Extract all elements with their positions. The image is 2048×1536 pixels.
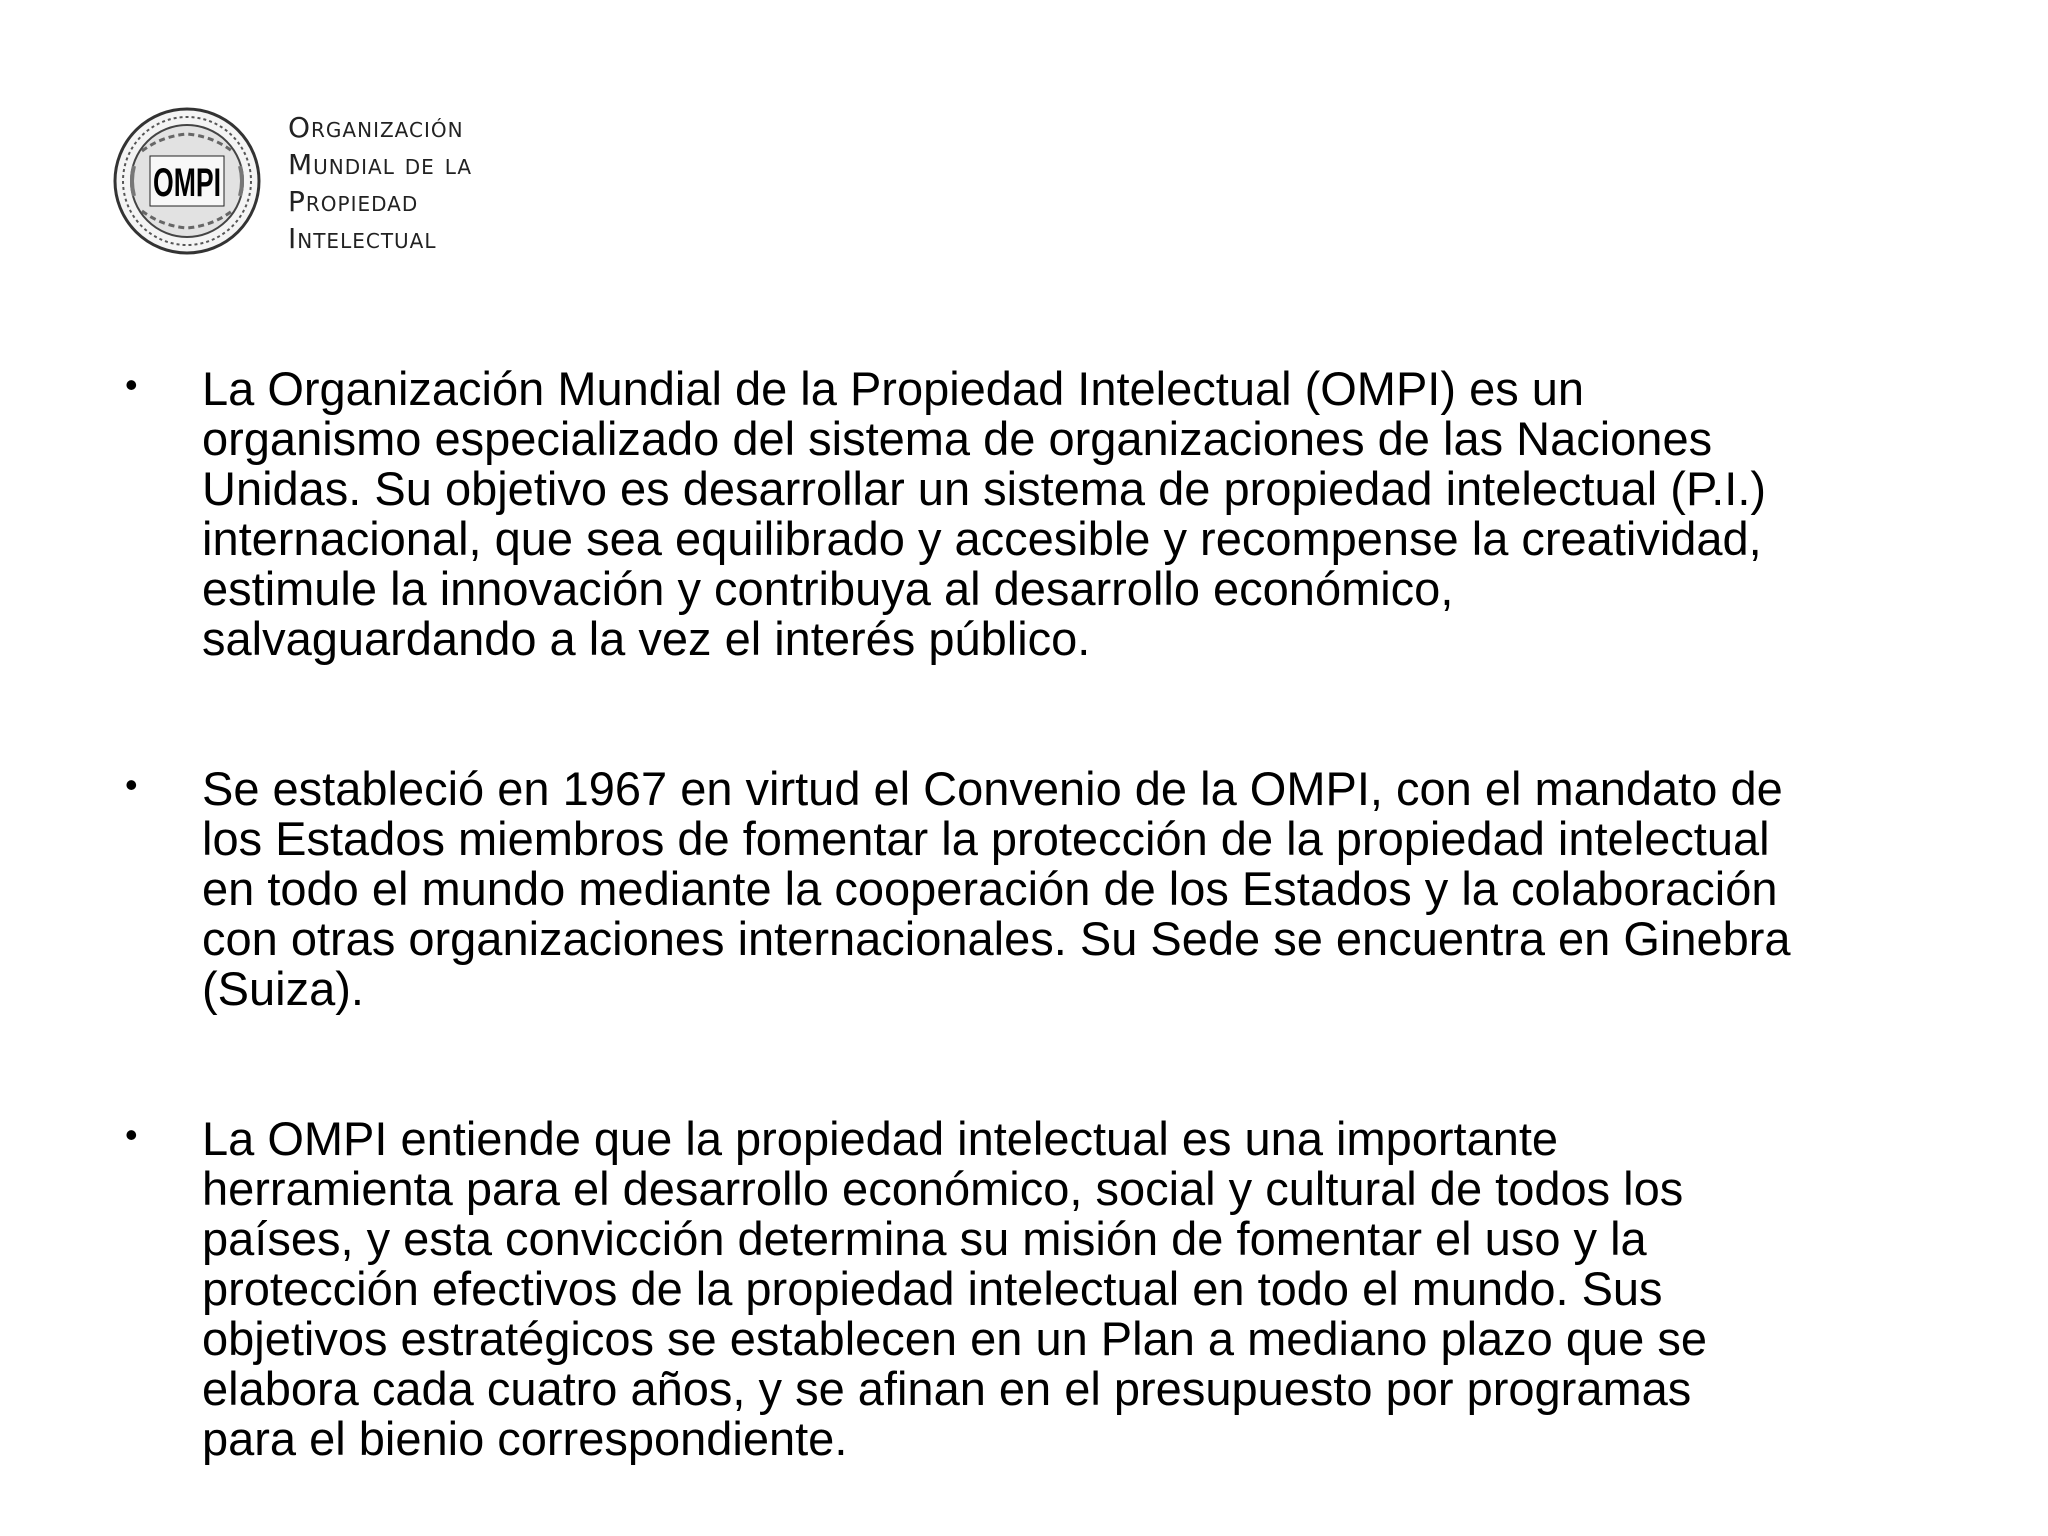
text-line: estimule la innovación y contribuya al desarrollo económico,: [202, 562, 1454, 615]
bullet-list: [120, 364, 1980, 1464]
text-line: internacional, que sea equilibrado y accesible y recompense la creatividad,: [202, 512, 1762, 565]
text-line: elabora cada cuatro años, y se afinan en el presupuesto por programas: [202, 1362, 1692, 1415]
bullet-item: [120, 364, 1980, 664]
bullet-icon: •: [125, 1114, 138, 1155]
logo-wordmark: [288, 109, 472, 257]
text-line: países, y esta convicción determina su misión de fomentar el uso y la: [202, 1212, 1647, 1265]
ompi-seal-icon: [112, 106, 262, 256]
bullet-item: [120, 1114, 1980, 1464]
bullet-icon: •: [125, 364, 138, 405]
logo-line: Intelectual: [288, 222, 437, 255]
text-line: salvaguardando a la vez el interés público.: [202, 612, 1091, 665]
text-line: para el bienio correspondiente.: [202, 1412, 848, 1465]
ompi-logo: [112, 106, 502, 256]
text-line: protección efectivos de la propiedad intelectual en todo el mundo. Sus: [202, 1262, 1663, 1315]
text-line: en todo el mundo mediante la cooperación de los Estados y la colaboración: [202, 862, 1778, 915]
logo-line: Propiedad: [288, 185, 419, 218]
text-line: La OMPI entiende que la propiedad intelectual es una importante: [202, 1112, 1559, 1165]
text-line: herramienta para el desarrollo económico, social y cultural de todos los: [202, 1162, 1684, 1215]
bullet-item: [120, 764, 1980, 1014]
text-line: Se estableció en 1967 en virtud el Convenio de la OMPI, con el mandato de: [202, 762, 1783, 815]
text-line: (Suiza).: [202, 962, 364, 1015]
logo-line: Organización: [288, 111, 464, 144]
bullet-icon: •: [125, 764, 138, 805]
text-line: organismo especializado del sistema de organizaciones de las Naciones: [202, 412, 1713, 465]
text-line: con otras organizaciones internacionales. Su Sede se encuentra en Ginebra: [202, 912, 1791, 965]
logo-line: Mundial de la: [288, 148, 473, 181]
text-line: objetivos estratégicos se establecen en un Plan a mediano plazo que se: [202, 1312, 1707, 1365]
seal-label: OMPI: [153, 161, 221, 205]
text-line: Unidas. Su objetivo es desarrollar un sistema de propiedad intelectual (P.I.): [202, 462, 1767, 515]
text-line: los Estados miembros de fomentar la protección de la propiedad intelectual: [202, 812, 1770, 865]
text-line: La Organización Mundial de la Propiedad Intelectual (OMPI) es un: [202, 362, 1585, 415]
